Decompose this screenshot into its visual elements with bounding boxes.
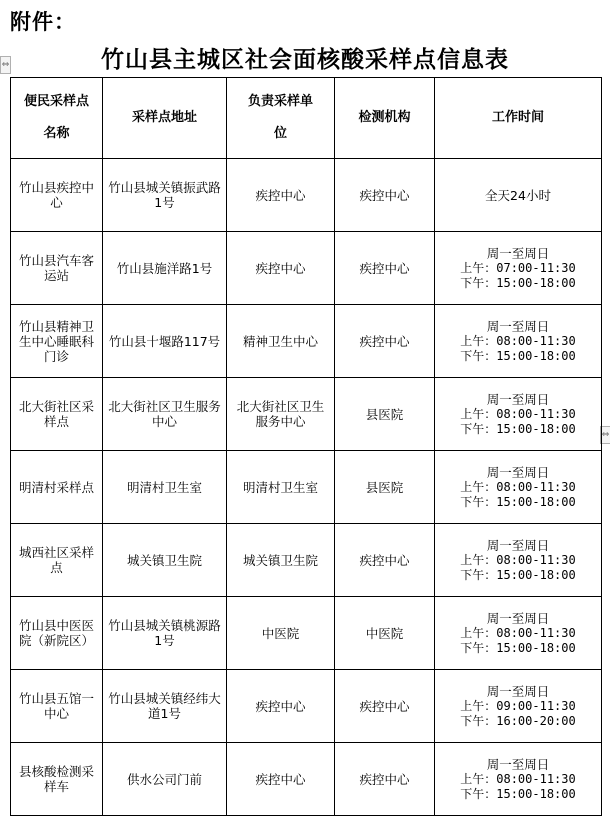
- cell-name: 县核酸检测采样车: [11, 743, 103, 816]
- cell-unit: 疾控中心: [227, 232, 335, 305]
- hours-afternoon: 下午：16:00-20:00: [460, 713, 576, 728]
- column-header-unit-line2: 位: [273, 126, 287, 141]
- cell-address: 北大街社区卫生服务中心: [103, 378, 227, 451]
- column-header-unit: [227, 78, 335, 159]
- hours-days: 周一至周日: [486, 756, 550, 772]
- cell-name: 竹山县疾控中心: [11, 159, 103, 232]
- table-row: [11, 743, 602, 816]
- hours-days: 周一至周日: [486, 610, 550, 626]
- hours-morning: 上午：08:00-11:30: [460, 625, 576, 640]
- column-header-name-line1: 便民采样点: [23, 94, 89, 109]
- cell-unit: 疾控中心: [227, 159, 335, 232]
- hours-morning: 上午：08:00-11:30: [460, 771, 576, 786]
- hours-afternoon: 下午：15:00-18:00: [460, 421, 576, 436]
- cell-address: 竹山县城关镇经纬大道1号: [103, 670, 227, 743]
- hours-line: 全天24小时: [485, 187, 551, 203]
- cell-address: 明清村卫生室: [103, 451, 227, 524]
- cell-lab: 疾控中心: [335, 159, 435, 232]
- hours-afternoon: 下午：15:00-18:00: [460, 640, 576, 655]
- hours-days: 周一至周日: [486, 318, 550, 334]
- table-row: [11, 451, 602, 524]
- column-header-name-line2: 名称: [43, 126, 70, 141]
- cell-lab: 疾控中心: [335, 670, 435, 743]
- cell-lab: 疾控中心: [335, 524, 435, 597]
- cell-unit: 疾控中心: [227, 670, 335, 743]
- cell-name: 竹山县五馆一中心: [11, 670, 103, 743]
- hours-days: 周一至周日: [486, 464, 550, 480]
- cell-address: 竹山县城关镇桃源路1号: [103, 597, 227, 670]
- cell-name: 北大街社区采样点: [11, 378, 103, 451]
- cell-hours: [435, 670, 602, 743]
- cell-lab: 中医院: [335, 597, 435, 670]
- cell-lab: 疾控中心: [335, 743, 435, 816]
- cell-hours: [435, 232, 602, 305]
- cell-unit: 明清村卫生室: [227, 451, 335, 524]
- cell-hours: [435, 378, 602, 451]
- table-row: [11, 159, 602, 232]
- cell-address: 城关镇卫生院: [103, 524, 227, 597]
- table-row: [11, 378, 602, 451]
- cell-name: 明清村采样点: [11, 451, 103, 524]
- hours-days: 周一至周日: [486, 391, 550, 407]
- column-header-name: [11, 78, 103, 159]
- hours-morning: 上午：08:00-11:30: [460, 406, 576, 421]
- hours-afternoon: 下午：15:00-18:00: [460, 275, 576, 290]
- cell-unit: 疾控中心: [227, 743, 335, 816]
- page-title: 竹山县主城区社会面核酸采样点信息表: [101, 47, 509, 73]
- table-row: [11, 232, 602, 305]
- cell-lab: 疾控中心: [335, 305, 435, 378]
- hours-morning: 上午：07:00-11:30: [460, 260, 576, 275]
- cell-hours: [435, 524, 602, 597]
- cell-name: 竹山县汽车客运站: [11, 232, 103, 305]
- hours-afternoon: 下午：15:00-18:00: [460, 567, 576, 582]
- hours-days: 周一至周日: [486, 245, 550, 261]
- cell-name: 城西社区采样点: [11, 524, 103, 597]
- hours-afternoon: 下午：15:00-18:00: [460, 348, 576, 363]
- table-row: [11, 305, 602, 378]
- right-edge-handle-icon[interactable]: ⇔: [600, 426, 610, 444]
- left-edge-handle-icon[interactable]: ⇔: [0, 56, 11, 74]
- cell-hours: [435, 305, 602, 378]
- cell-unit: 城关镇卫生院: [227, 524, 335, 597]
- cell-lab: 县医院: [335, 378, 435, 451]
- cell-hours: [435, 159, 602, 232]
- cell-unit: 中医院: [227, 597, 335, 670]
- column-header-hours: 工作时间: [435, 78, 602, 159]
- cell-name: 竹山县中医医院（新院区）: [11, 597, 103, 670]
- cell-hours: [435, 743, 602, 816]
- hours-morning: 上午：09:00-11:30: [460, 698, 576, 713]
- sampling-points-table: [10, 77, 602, 816]
- column-header-address: 采样点地址: [103, 78, 227, 159]
- hours-afternoon: 下午：15:00-18:00: [460, 494, 576, 509]
- cell-unit: 精神卫生中心: [227, 305, 335, 378]
- table-row: [11, 670, 602, 743]
- table-row: [11, 597, 602, 670]
- cell-hours: [435, 597, 602, 670]
- hours-morning: 上午：08:00-11:30: [460, 333, 576, 348]
- attachment-label: 附件：: [10, 10, 76, 34]
- table-row: [11, 524, 602, 597]
- hours-morning: 上午：08:00-11:30: [460, 552, 576, 567]
- hours-morning: 上午：08:00-11:30: [460, 479, 576, 494]
- cell-address: 供水公司门前: [103, 743, 227, 816]
- column-header-lab: 检测机构: [335, 78, 435, 159]
- cell-unit: 北大街社区卫生服务中心: [227, 378, 335, 451]
- hours-afternoon: 下午：15:00-18:00: [460, 786, 576, 801]
- cell-hours: [435, 451, 602, 524]
- cell-name: 竹山县精神卫生中心睡眠科门诊: [11, 305, 103, 378]
- cell-address: 竹山县十堰路117号: [103, 305, 227, 378]
- cell-address: 竹山县施洋路1号: [103, 232, 227, 305]
- column-header-unit-line1: 负责采样单: [247, 94, 313, 109]
- cell-lab: 疾控中心: [335, 232, 435, 305]
- hours-days: 周一至周日: [486, 683, 550, 699]
- cell-address: 竹山县城关镇振武路1号: [103, 159, 227, 232]
- hours-days: 周一至周日: [486, 537, 550, 553]
- cell-lab: 县医院: [335, 451, 435, 524]
- table-header-row: [11, 78, 602, 159]
